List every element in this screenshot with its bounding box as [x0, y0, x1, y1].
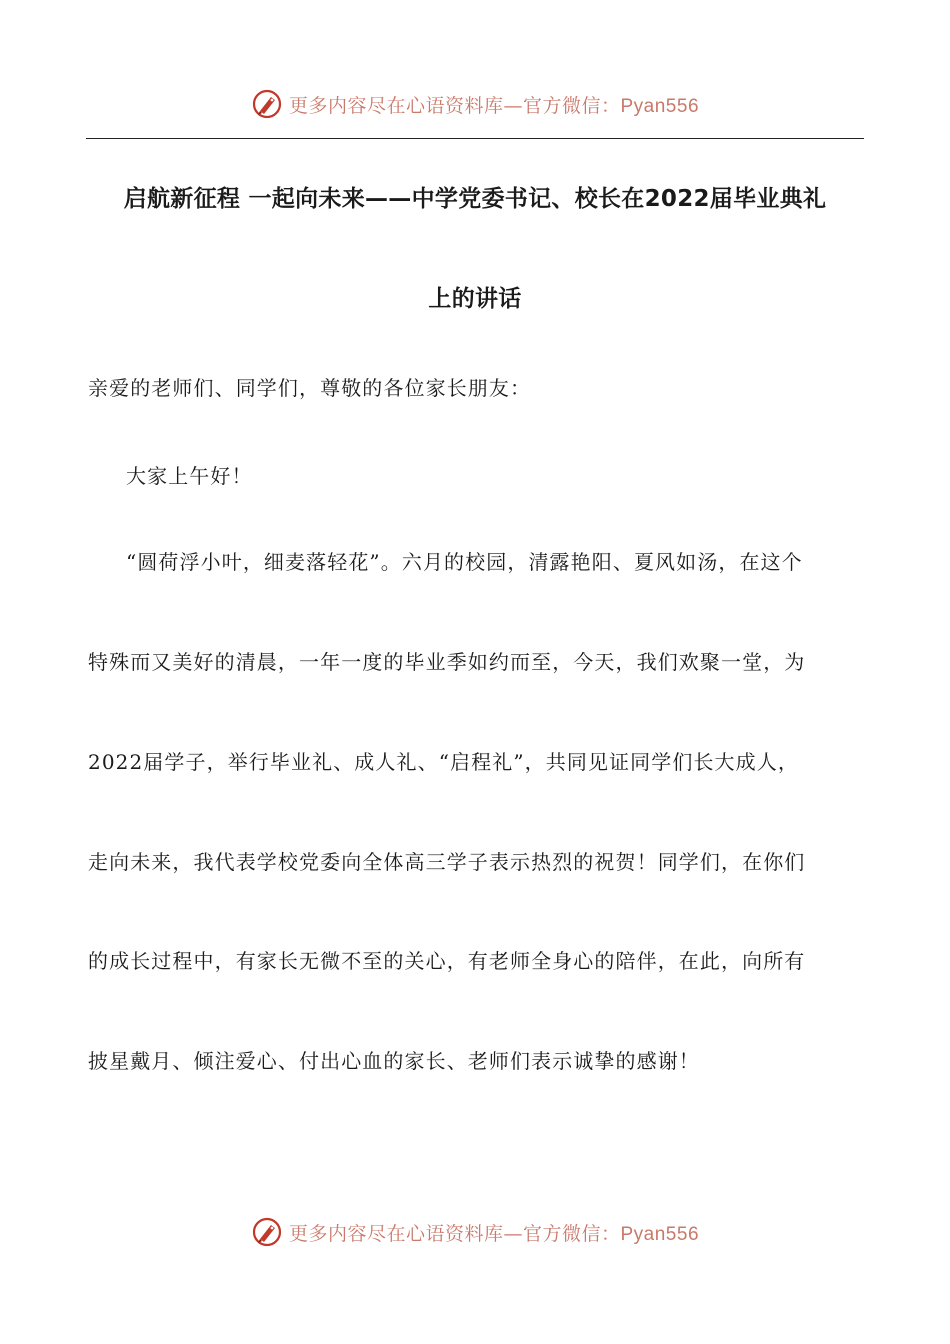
paragraph-line: 的成长过程中，有家长无微不至的关心，有老师全身心的陪伴，在此，向所有	[88, 949, 806, 973]
pen-nib-logo-icon	[251, 88, 283, 120]
greeting: 大家上午好！	[126, 464, 253, 488]
footer-banner-text: 更多内容尽在心语资料库—官方微信：Pyan556	[288, 1222, 700, 1245]
paragraph-line: 特殊而又美好的清晨，一年一度的毕业季如约而至，今天，我们欢聚一堂，为	[88, 650, 806, 674]
footer-banner	[0, 1212, 950, 1252]
paragraph-line: 披星戴月、倾注爱心、付出心血的家长、老师们表示诚挚的感谢！	[88, 1049, 700, 1073]
header-divider	[86, 138, 864, 139]
header-banner-text: 更多内容尽在心语资料库—官方微信：Pyan556	[288, 94, 700, 117]
paragraph-line: “圆荷浮小叶，细麦落轻花”。六月的校园，清露艳阳、夏风如汤，在这个	[126, 550, 803, 574]
paragraph-line: 走向未来，我代表学校党委向全体高三学子表示热烈的祝贺！同学们，在你们	[88, 850, 806, 874]
salutation: 亲爱的老师们、同学们，尊敬的各位家长朋友：	[88, 376, 532, 400]
document-title-line-2: 上的讲话	[428, 286, 522, 312]
pen-nib-logo-icon	[251, 1216, 283, 1248]
paragraph-line: 2022届学子，举行毕业礼、成人礼、“启程礼”，共同见证同学们长大成人，	[88, 750, 799, 774]
document-title-line-1: 启航新征程 一起向未来——中学党委书记、校长在2022届毕业典礼	[123, 186, 827, 212]
header-banner	[0, 84, 950, 124]
wechat-id: Pyan556	[620, 95, 700, 117]
wechat-id: Pyan556	[620, 1223, 700, 1245]
